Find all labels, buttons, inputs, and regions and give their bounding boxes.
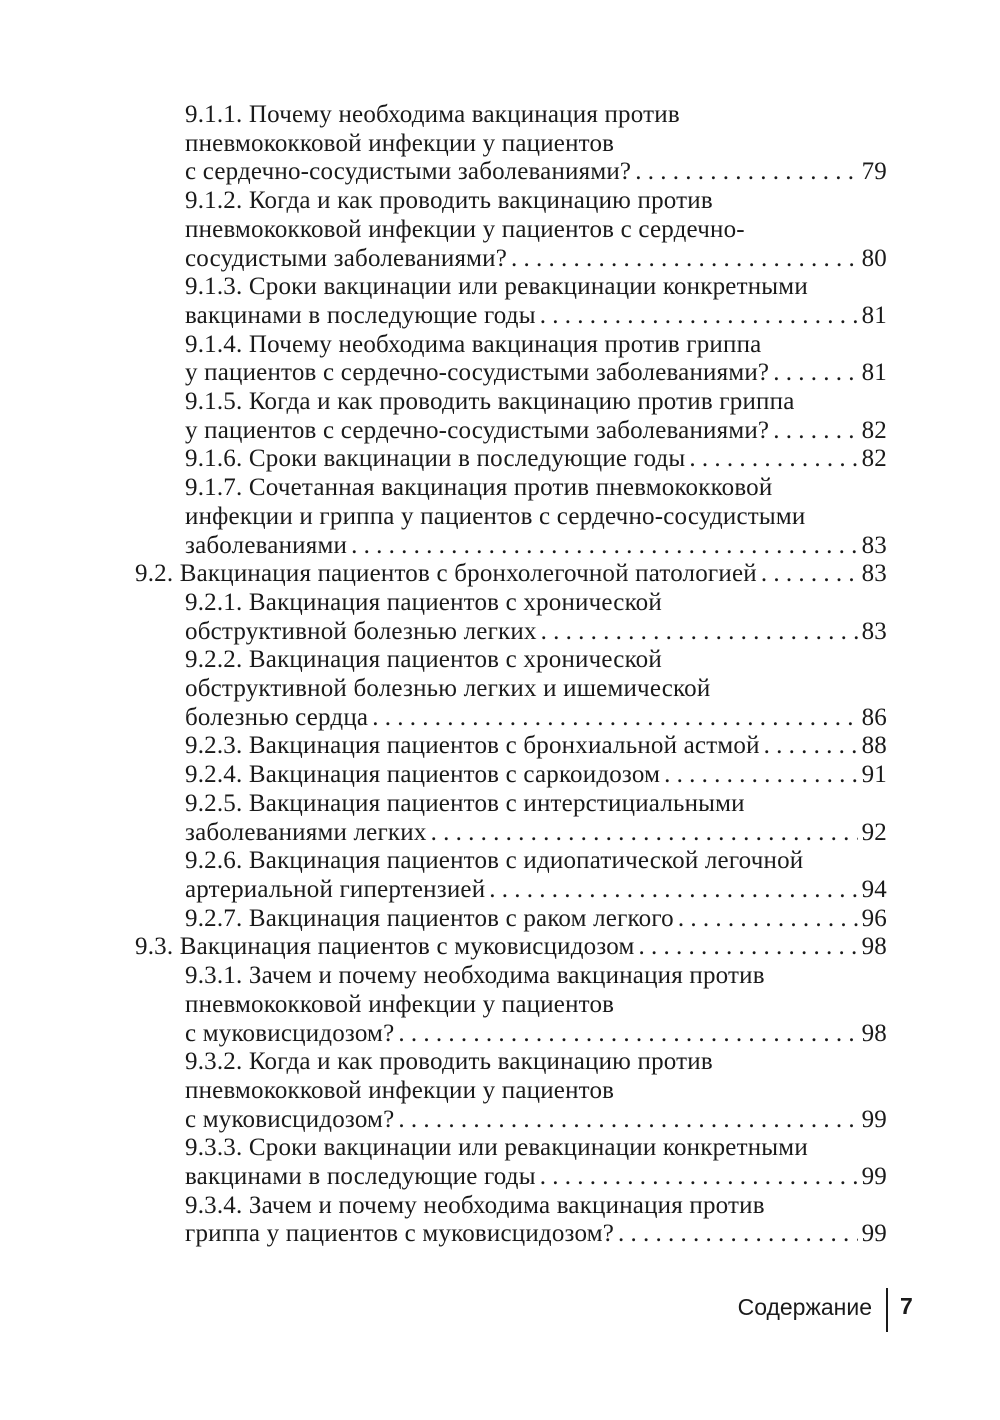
toc-entry-last-line [185,732,887,761]
toc-page-number: 83 [861,531,887,559]
toc-entry-text: 9.2.2. Вакцинация пациентов с хронической [185,646,662,674]
dot-leader [540,302,858,331]
page-footer [0,1288,1000,1332]
toc-entry-text: вакцинами в последующие годы [185,1163,536,1191]
toc-page-number: 88 [861,732,887,760]
toc-entry-text: гриппа у пациентов с муковисцидозом? [185,1220,615,1248]
toc-entry-last-line [185,532,887,561]
toc-subsection-entry[interactable] [185,790,887,847]
toc-entry-text: 9.1.5. Когда и как проводить вакцинацию против гриппа [185,388,795,416]
toc-subsection-entry[interactable] [185,905,887,934]
toc-entry-text: с сердечно-сосудистыми заболеваниями? [185,158,632,186]
toc-subsection-entry[interactable] [185,847,887,904]
toc-subsection-entry[interactable] [185,1048,887,1134]
toc-entry-text: с муковисцидозом? [185,1019,395,1047]
toc-entry-text: 9.1.2. Когда и как проводить вакцинацию против [185,187,713,215]
toc-subsection-entry[interactable] [185,1192,887,1249]
toc-entry-text: обструктивной болезнью легких и ишемической [185,675,711,703]
toc-entry-text: сосудистыми заболеваниями? [185,244,508,272]
toc-entry-last-line [185,761,887,790]
toc-subsection-entry[interactable] [185,388,887,445]
toc-entry-text: пневмококковой инфекции у пациентов [185,129,615,157]
dot-leader [635,158,857,187]
dot-leader [351,532,858,561]
toc-entry-text: 9.1.3. Сроки вакцинации или ревакцинации конкретными [185,273,808,301]
toc-entry-text: 9.2.5. Вакцинация пациентов с интерстициальными [185,789,745,817]
toc-page-number: 83 [861,617,887,645]
toc-entry-text: 9.1.1. Почему необходима вакцинация против [185,101,680,128]
toc-entry-text: 9.2.1. Вакцинация пациентов с хронической [185,588,662,616]
toc-subsection-entry[interactable] [185,273,887,330]
toc-subsection-entry[interactable] [185,474,887,560]
toc-entry-last-line [185,1163,887,1192]
dot-leader [664,761,857,790]
toc-subsection-entry[interactable] [185,761,887,790]
toc-page-number: 86 [861,703,887,731]
toc-entry-text: заболеваниями легких [185,818,427,846]
toc-page-number: 99 [861,1163,887,1191]
dot-leader [431,819,858,848]
toc-entry-text: 9.2.6. Вакцинация пациентов с идиопатической легочной [185,847,804,875]
toc-entry-text: у пациентов с сердечно-сосудистыми заболеваниями? [185,359,770,387]
toc-entry-text: 9.3.2. Когда и как проводить вакцинацию против [185,1048,713,1076]
dot-leader [689,445,857,474]
dot-leader [541,618,858,647]
toc-page-number: 98 [861,933,887,961]
footer-divider [886,1288,888,1332]
toc-subsection-entry[interactable] [185,101,887,187]
toc-entry-last-line [185,158,887,187]
toc-page-number: 81 [861,301,887,329]
toc-entry-text: пневмококковой инфекции у пациентов [185,1076,615,1104]
toc-entry-text: обструктивной болезнью легких [185,617,537,645]
toc-entry-text: 9.2. Вакцинация пациентов с бронхолегочной патологией [135,560,757,588]
toc-subsection-entry[interactable] [185,187,887,273]
toc-section-entry[interactable] [135,560,887,589]
toc-entry-text: пневмококковой инфекции у пациентов [185,990,615,1018]
toc-entry-last-line [185,359,887,388]
toc-entry-text: 9.2.4. Вакцинация пациентов с саркоидозом [185,761,661,789]
toc-page-number: 92 [861,818,887,846]
toc-entry-last-line [185,1020,887,1049]
toc-entry-last-line [135,933,887,962]
toc-entry-last-line [185,1106,887,1135]
toc-entry-last-line [185,905,887,934]
table-of-contents [0,101,1000,1249]
toc-subsection-entry[interactable] [185,331,887,388]
page-number: 7 [900,1293,913,1319]
dot-leader [489,876,857,905]
toc-entry-last-line [185,618,887,647]
toc-entry-text: заболеваниями [185,531,348,559]
toc-subsection-entry[interactable] [185,1134,887,1191]
toc-entry-text: 9.1.6. Сроки вакцинации в последующие годы [185,445,686,473]
dot-leader [398,1020,857,1049]
toc-page-number: 91 [861,761,887,789]
toc-entry-text: с муковисцидозом? [185,1105,395,1133]
toc-entry-last-line [135,560,887,589]
toc-entry-text: 9.1.4. Почему необходима вакцинация против гриппа [185,330,762,358]
toc-page-number: 96 [861,904,887,932]
toc-subsection-entry[interactable] [185,732,887,761]
dot-leader [540,1163,858,1192]
toc-entry-last-line [185,1220,887,1249]
toc-entry-text: у пациентов с сердечно-сосудистыми заболеваниями? [185,416,770,444]
dot-leader [398,1106,857,1135]
toc-subsection-entry[interactable] [185,445,887,474]
dot-leader [372,704,857,733]
toc-entry-last-line [185,302,887,331]
toc-page-number: 94 [861,875,887,903]
toc-page-number: 99 [861,1105,887,1133]
toc-page-number: 99 [861,1220,887,1248]
toc-entry-last-line [185,245,887,274]
toc-page-number: 80 [861,244,887,272]
toc-entry-text: 9.3.1. Зачем и почему необходима вакцинация против [185,962,765,990]
toc-page-number: 83 [861,560,887,588]
toc-entry-text: 9.3. Вакцинация пациентов с муковисцидозом [135,933,635,961]
toc-entry-text: болезнью сердца [185,703,369,731]
toc-subsection-entry[interactable] [185,589,887,646]
toc-entry-text: пневмококковой инфекции у пациентов с сердечно- [185,215,745,243]
toc-entry-text: 9.3.4. Зачем и почему необходима вакцинация против [185,1191,765,1219]
toc-page-number: 81 [861,359,887,387]
toc-page-number: 98 [861,1019,887,1047]
dot-leader [639,933,858,962]
toc-entry-last-line [185,417,887,446]
toc-section-entry[interactable] [135,933,887,962]
dot-leader [764,732,858,761]
toc-entry-last-line [185,876,887,905]
toc-entry-text: артериальной гипертензией [185,875,486,903]
dot-leader [618,1220,858,1249]
toc-entry-last-line [185,445,887,474]
dot-leader [773,417,857,446]
toc-entry-last-line [185,819,887,848]
toc-entry-text: инфекции и гриппа у пациентов с сердечно-сосудистыми [185,502,806,530]
dot-leader [773,359,857,388]
dot-leader [678,905,858,934]
dot-leader [761,560,858,589]
toc-page-number: 82 [861,416,887,444]
toc-entry-text: 9.2.7. Вакцинация пациентов с раком легкого [185,904,674,932]
toc-entry-last-line [185,704,887,733]
running-footer-label: Содержание [737,1294,872,1320]
toc-subsection-entry[interactable] [185,962,887,1048]
dot-leader [511,245,858,274]
toc-entry-text: 9.1.7. Сочетанная вакцинация против пневмококковой [185,474,773,502]
toc-page-number: 82 [861,445,887,473]
toc-entry-text: 9.2.3. Вакцинация пациентов с бронхиальной астмой [185,732,760,760]
toc-page-number: 79 [861,158,887,186]
toc-entry-text: 9.3.3. Сроки вакцинации или ревакцинации конкретными [185,1134,808,1162]
toc-subsection-entry[interactable] [185,646,887,732]
toc-entry-text: вакцинами в последующие годы [185,301,536,329]
